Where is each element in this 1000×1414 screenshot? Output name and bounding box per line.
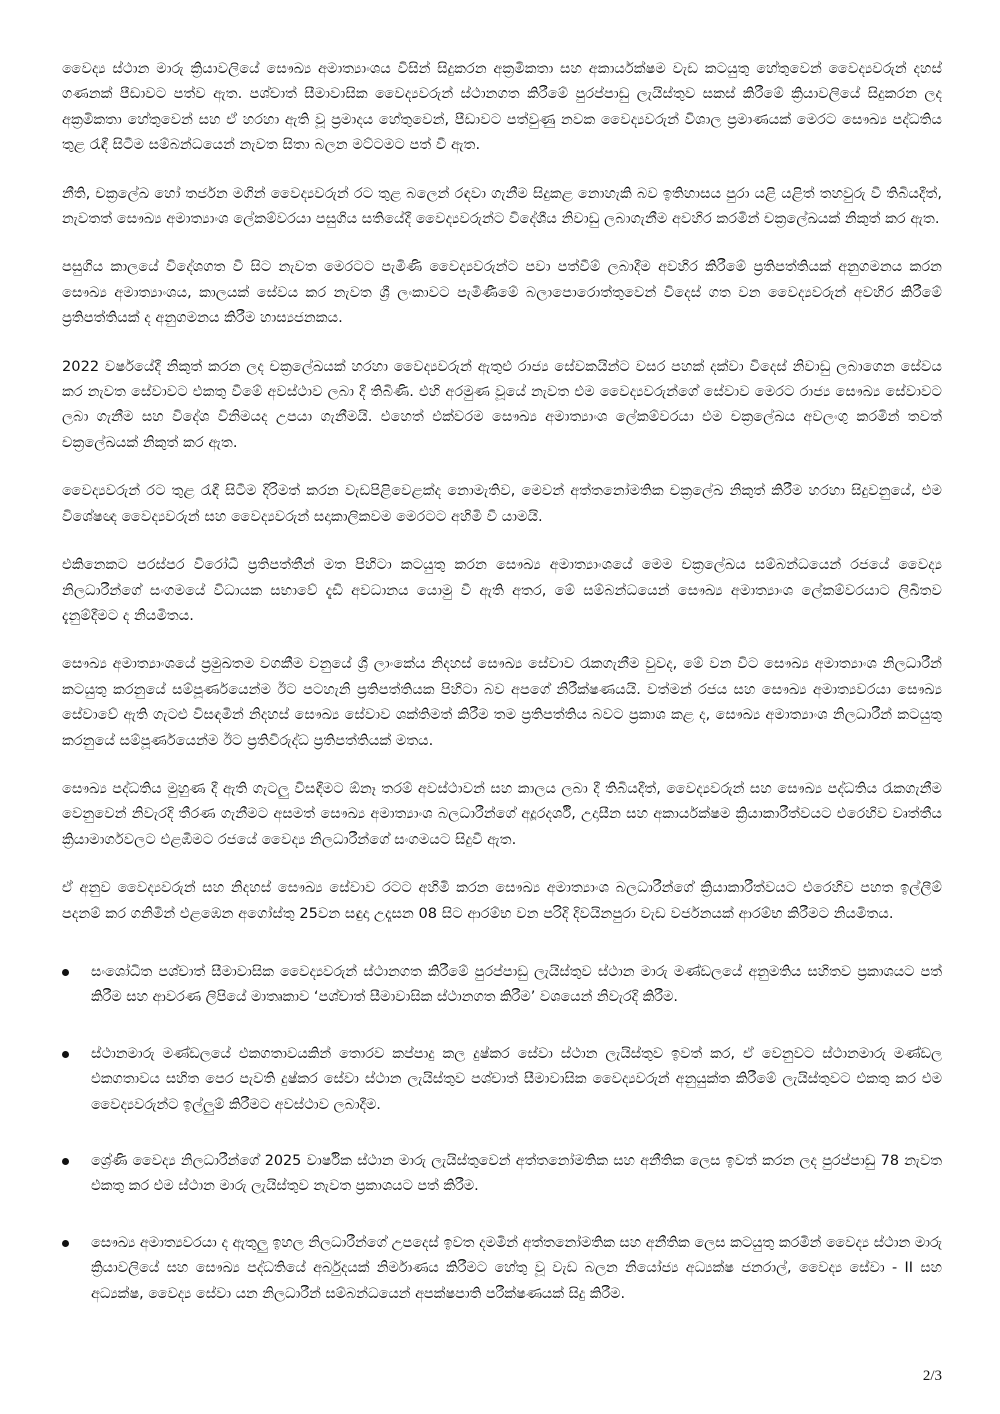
paragraph-1: වෛද්‍ය ස්ථාන මාරු ක්‍රියාවලියේ සෞඛ්‍ය අමාත්‍යාංශය විසින් සිදුකරන අක්‍රමිකතා සහ අකාර්යක්ෂම වැඩ කටයුතු හේතුවෙන් වෛද්‍යවරුන් දහස් ගණනක් පීඩාවට පත්ව ඇත. පශ්චාත් සීමාවාසික වෛද්‍යවරුන් ස්ථානගත කිරීමේ පුරප්පාඩු ලැයිස්තුව සකස් කිරීමේ ක්‍රියාවලියේ සිදුකරන ලද අක්‍රමිකතා හේතුවෙන් සහ ඒ හරහා ඇති වූ ප්‍රමාදය හේතුවෙන්, පීඩාවට පත්වුණු නවක වෛද්‍යවරුන් විශාල ප්‍රමාණයක් මෙරට සෞඛ්‍ය පද්ධතිය තුළ රැඳී සිටීම සම්බන්ධයෙන් නැවත සිතා බලන මට්ටමට පත් වී ඇත. <box>62 60 942 154</box>
demand-text: සෞඛ්‍ය අමාත්‍යවරයා ද ඇතුලු ඉහල නිලධාරීන්ගේ උපදෙස් ඉවත දමමින් අත්තනෝමතික සහ අනීතික ලෙස කටයුතු කරමින් වෛද්‍ය ස්ථාන මාරු ක්‍රියාවලියේ සහ සෞඛ්‍ය පද්ධතියේ අර්බුදයක් නිර්මාණය කිරීමට හේතු වූ වැඩ බලන නියෝජ්‍ය අධ්‍යක්ෂ ජනරාල්, වෛද්‍ය සේවා - II සහ අධ්‍යක්ෂ, වෛද්‍ය සේවා යන නිලධාරීන් සම්බන්ධයෙන් අපක්ෂපාති පරීක්ෂණයක් සිදු කිරීම. <box>91 1234 942 1302</box>
demand-item <box>62 1149 942 1200</box>
paragraph-5: වෛද්‍යවරුන් රට තුළ රැඳී සිටීම දිරිමත් කරන වැඩපිළිවෙළක්ද නොමැතිව, මෙවන් අත්තනෝමතික චක්‍රලේඛ නිකුත් කිරීම හරහා සිදුවනුයේ, එම විශේෂඥ වෛද්‍යවරුන් සහ වෛද්‍යවරුන් සදාකාලිකවම මෙරටට අහිමි වී යාමයි. <box>62 482 942 525</box>
body-text <box>62 56 942 926</box>
demands-list <box>62 960 942 1307</box>
paragraph-3: පසුගිය කාලයේ විදේශගත වී සිට නැවත මෙරටට පැමිණි වෛද්‍යවරුන්ට පවා පත්වීම් ලබාදීම අවහිර කිරීමේ ප්‍රතිපත්තියක් අනුගමනය කරන සෞඛ්‍ය අමාත්‍යාංශය, කාලයක් සේවය කර නැවත ශ්‍රී ලංකාවට පැමිණීමේ බලාපොරොත්තුවෙන් විදෙස් ගත වන වෛද්‍යවරුන් අවහිර කිරීමේ ප්‍රතිපත්තියක් ද අනුගමනය කිරීම හාස්‍යජනකය. <box>62 258 942 327</box>
paragraph-4: 2022 වර්ෂයේදී නිකුත් කරන ලද චක්‍රලේඛයක් හරහා වෛද්‍යවරුන් ඇතුළු රාජ්‍ය සේවකයින්ට වසර පහක් දක්වා විදෙස් නිවාඩු ලබාගෙන සේවය කර නැවත සේවාවට එකතු වීමේ අවස්ථාව ලබා දී තිබිණි. එහි අරමුණ වූයේ නැවත එම වෛද්‍යවරුන්ගේ සේවාව මෙරට රාජ්‍ය සෞඛ්‍ය සේවාවට ලබා ගැනීම සහ විදේශ විනිමයද උපයා ගැනීමයි. එහෙත් එක්වරම සෞඛ්‍ය අමාත්‍යාංශ ලේකම්වරයා එම චක්‍රලේඛය අවලංගු කරමින් තවත් චක්‍රලේඛයක් නිකුත් කර ඇත. <box>62 357 942 451</box>
demand-text: ස්ථානමාරු මණ්ඩලයේ එකගතාවයකින් තොරව කප්පාදු කල දුෂ්කර සේවා ස්ථාන ලැයිස්තුව ඉවත් කර, ඒ වෙනුවට ස්ථානමාරු මණ්ඩල එකගතාවය සහිත පෙර පැවති දුෂ්කර සේවා ස්ථාන ලැයිස්තුව පශ්චාත් සීමාවාසික වෛද්‍යවරුන් අනුයුක්ත කිරීමේ ලැයිස්තුවට එකතු කර එම වෛද්‍යවරුන්ට ඉල්ලුම් කිරීමට අවස්ථාව ලබාදීම. <box>91 1045 942 1113</box>
page-number: 2/3 <box>922 1368 942 1384</box>
demand-item <box>62 1042 942 1118</box>
paragraph-9: ඒ අනුව වෛද්‍යවරුන් සහ නිදහස් සෞඛ්‍ය සේවාව රටට අහිමි කරන සෞඛ්‍ය අමාත්‍යාංශ බලධාරීන්ගේ ක්‍රියාකාරීත්වයට එරෙහිව පහත ඉල්ලීම් පදනම් කර ගනිමින් එළඹෙන අගෝස්තු 25වන සඳුදා උදෑසන 08 සිට ආරම්භ වන පරිදි දිවයිනපුරා වැඩ වර්ජනයක් ආරම්භ කිරීමට නියමිතය. <box>62 879 942 922</box>
bullet-icon <box>62 1051 69 1058</box>
demand-text: සංශෝධිත පශ්චාත් සීමාවාසික වෛද්‍යවරුන් ස්ථානගත කිරීමේ පුරප්පාඩු ලැයිස්තුව ස්ථාන මාරු මණ්ඩලයේ අනුමතිය සහිතව ප්‍රකාශයට පත් කිරීම සහ ආවරණ ලිපියේ මාතෘකාව ‘පශ්චාත් සීමාවාසික ස්ථානගත කිරීම’ වශයෙන් නිවැරදි කිරීම. <box>91 963 942 1006</box>
paragraph-7: සෞඛ්‍ය අමාත්‍යාංශයේ ප්‍රමුඛතම වගකීම වනුයේ ශ්‍රී ලාංකේය නිදහස් සෞඛ්‍ය සේවාව රැකගැනීම වුවද, මේ වන විට සෞඛ්‍ය අමාත්‍යාංශ නිලධාරීන් කටයුතු කරනුයේ සම්පූර්ණයෙන්ම ඊට පටහැනි ප්‍රතිපත්තියක පිහිටා බව අපගේ නිරීක්ෂණයයි. වත්මන් රජය සහ සෞඛ්‍ය අමාත්‍යවරයා සෞඛ්‍ය සේවාවේ ඇති ගැටළු විසඳමින් නිදහස් සෞඛ්‍ය සේවාව ශක්තිමත් කිරීම තම ප්‍රතිපත්තිය බවට ප්‍රකාශ කළ ද, සෞඛ්‍ය අමාත්‍යාංශ නිලධාරීන් කටයුතු කරනුයේ සම්පූර්ණයෙන්ම ඊට ප්‍රතිවිරුද්ධ ප්‍රතිපත්තියක් මතය. <box>62 655 942 749</box>
bullet-icon <box>62 1240 69 1247</box>
bullet-icon <box>62 969 69 976</box>
paragraph-2: නීති, චක්‍රලේඛ හෝ තර්ජන මගින් වෛද්‍යවරුන් රට තුළ බලෙන් රඳවා ගැනීම සිදුකළ නොහැකි බව ඉතිහාසය පුරා යළි යළිත් තහවුරු වී තිබියදීත්, නැවතත් සෞඛ්‍ය අමාත්‍යාංශ ලේකම්වරයා පසුගිය සතියේදී වෛද්‍යවරුන්ට විදේශීය නිවාඩු ලබාගැනීම අවහිර කරමින් චක්‍රලේඛයක් නිකුත් කර ඇත. <box>62 184 942 228</box>
demand-text: ශ්‍රේණි වෛද්‍ය නිලධාරීන්ගේ 2025 වාර්ෂික ස්ථාන මාරු ලැයිස්තුවෙන් අත්තනෝමතික සහ අනීතික ලෙස ඉවත් කරන ලද පුරප්පාඩු 78 නැවත එකතු කර එම ස්ථාන මාරු ලැයිස්තුව නැවත ප්‍රකාශයට පත් කිරීම. <box>91 1153 942 1195</box>
demand-item <box>62 1231 942 1307</box>
paragraph-6: එකිනෙකට පරස්පර විරෝධී ප්‍රතිපත්තීන් මත පිහිටා කටයුතු කරන සෞඛ්‍ය අමාත්‍යාංශයේ මෙම චක්‍රලේඛය සම්බන්ධයෙන් රජයේ වෛද්‍ය නිලධාරීන්ගේ සංගමයේ විධායක සභාවේ දැඩි අවධානය යොමු වී ඇති අතර, මේ සම්බන්ධයෙන් සෞඛ්‍ය අමාත්‍යාංශ ලේකම්වරයාට ලිඛිතව දැනුම්දීමට ද නියමිතය. <box>62 556 942 624</box>
bullet-icon <box>62 1158 69 1165</box>
paragraph-8: සෞඛ්‍ය පද්ධතිය මුහුණ දී ඇති ගැටලු විසඳීමට ඕනෑ තරම් අවස්ථාවන් සහ කාලය ලබා දී තිබියදීත්, වෛද්‍යවරුන් සහ සෞඛ්‍ය පද්ධතිය රැකගැනීම වෙනුවෙන් නිවැරදි තීරණ ගැනීමට අසමත් සෞඛ්‍ය අමාත්‍යාංශ බලධාරීන්ගේ අදූරදර්ශී, උදාසීන සහ අකාර්යක්ෂම ක්‍රියාකාරීත්වයට එරෙහිව වෘත්තීය ක්‍රියාමාර්ගවලට එළඹීමට රජයේ වෛද්‍ය නිලධාරීන්ගේ සංගමයට සිදුවී ඇත. <box>62 779 942 848</box>
demand-item <box>62 960 942 1011</box>
